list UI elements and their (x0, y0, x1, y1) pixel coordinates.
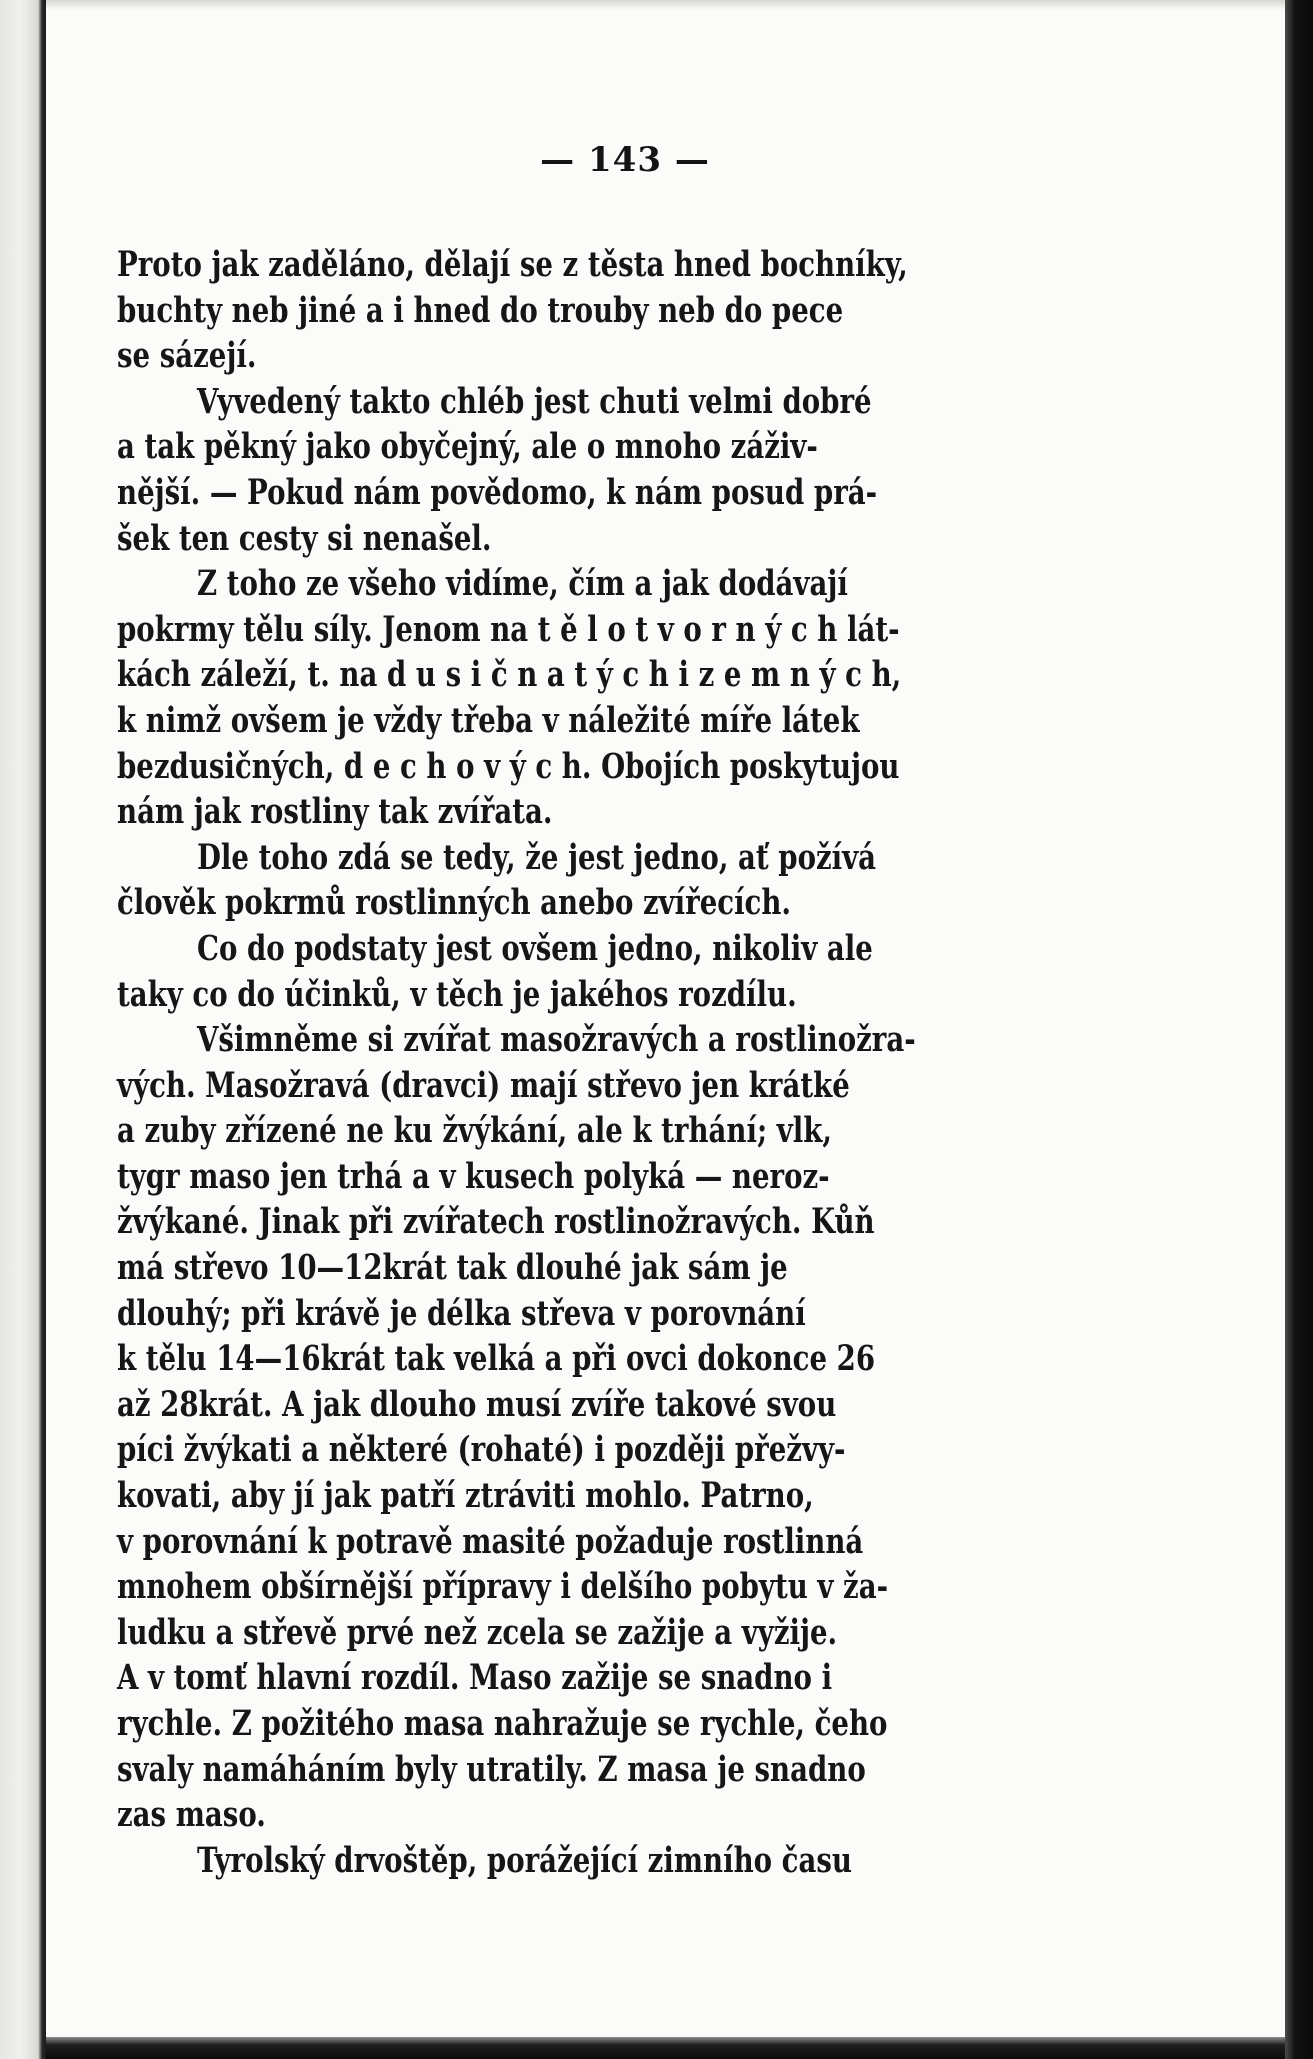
text-line: k nimž ovšem je vždy třeba v náležité míře látek (117, 700, 860, 741)
text-line: má střevo 10—12krát tak dlouhé jak sám je (117, 1248, 788, 1289)
text-line: ludku a střevě prvé než zcela se zažije a vyžije. (117, 1612, 838, 1653)
text-line: Všimněme si zvířat masožravých a rostlinožra- (197, 1020, 916, 1061)
body-text (117, 243, 1117, 1884)
text-line: nější. — Pokud nám povědomo, k nám posud prá- (117, 472, 878, 513)
text-line: pokrmy tělu síly. Jenom na t ě l o t v o r n ý c h lát- (117, 609, 900, 650)
text-line: v porovnání k potravě masité požaduje rostlinná (117, 1521, 864, 1562)
text-line: bezdusičných, d e c h o v ý c h. Obojích poskytujou (117, 746, 900, 787)
text-line: až 28krát. A jak dlouho musí zvíře takové svou (117, 1384, 837, 1425)
text-line: A v tomť hlavní rozdíl. Maso zažije se snadno i (117, 1658, 833, 1699)
text-line: Tyrolský drvoštěp, porážející zimního času (197, 1840, 852, 1881)
text-line: dlouhý; při krávě je délka střeva v porovnání (117, 1293, 806, 1334)
text-line: k tělu 14—16krát tak velká a při ovci dokonce 26 (117, 1339, 876, 1380)
text-line: Vyvedený takto chléb jest chuti velmi dobré (197, 381, 872, 422)
text-line: se sázejí. (117, 336, 257, 377)
text-line: šek ten cesty si nenašel. (117, 518, 492, 559)
text-line: žvýkané. Jinak při zvířatech rostlinožravých. Kůň (117, 1202, 875, 1243)
scan-right-edge (1285, 0, 1313, 2059)
text-line: Z toho ze všeho vidíme, čím a jak dodávají (197, 564, 848, 605)
text-line: rychle. Z požitého masa nahražuje se rychle, čeho (117, 1704, 888, 1744)
text-line: tygr maso jen trhá a v kusech polyká — neroz- (117, 1156, 830, 1197)
text-line: a zuby zřízené ne ku žvýkání, ale k trhání; vlk, (117, 1111, 833, 1152)
text-line: vých. Masožravá (dravci) mají střevo jen krátké (117, 1065, 850, 1106)
scan-top-edge (46, 0, 1285, 10)
text-line: zas maso. (117, 1795, 266, 1836)
text-line: člověk pokrmů rostlinných anebo zvířecích. (117, 883, 792, 924)
text-line: mnohem obšírnější přípravy i delšího pobytu v ža- (117, 1567, 889, 1608)
page-number: — 143 — (540, 140, 710, 180)
text-line: svaly namáháním byly utratily. Z masa je snadno (117, 1749, 866, 1790)
text-line: Co do podstaty jest ovšem jedno, nikoliv ale (197, 928, 873, 969)
text-line: taky co do účinků, v těch je jakéhos rozdílu. (117, 974, 797, 1015)
text-line: Dle toho zdá se tedy, že jest jedno, ať požívá (197, 837, 877, 878)
text-line: Proto jak zaděláno, dělají se z těsta hned bochníky, (117, 245, 908, 285)
text-line: kovati, aby jí jak patří ztráviti mohlo. Patrno, (117, 1476, 814, 1517)
scan-left-edge (0, 0, 46, 2059)
text-line: kách záleží, t. na d u s i č n a t ý c h i z e m n ý c h, (117, 655, 902, 696)
scan-bottom-edge (46, 2037, 1285, 2059)
text-line: a tak pěkný jako obyčejný, ale o mnoho záživ- (117, 427, 818, 468)
text-line: nám jak rostliny tak zvířata. (117, 792, 553, 833)
text-line: píci žvýkati a některé (rohaté) i později přežvy- (117, 1430, 846, 1471)
text-line: buchty neb jiné a i hned do trouby neb do pece (117, 290, 844, 331)
